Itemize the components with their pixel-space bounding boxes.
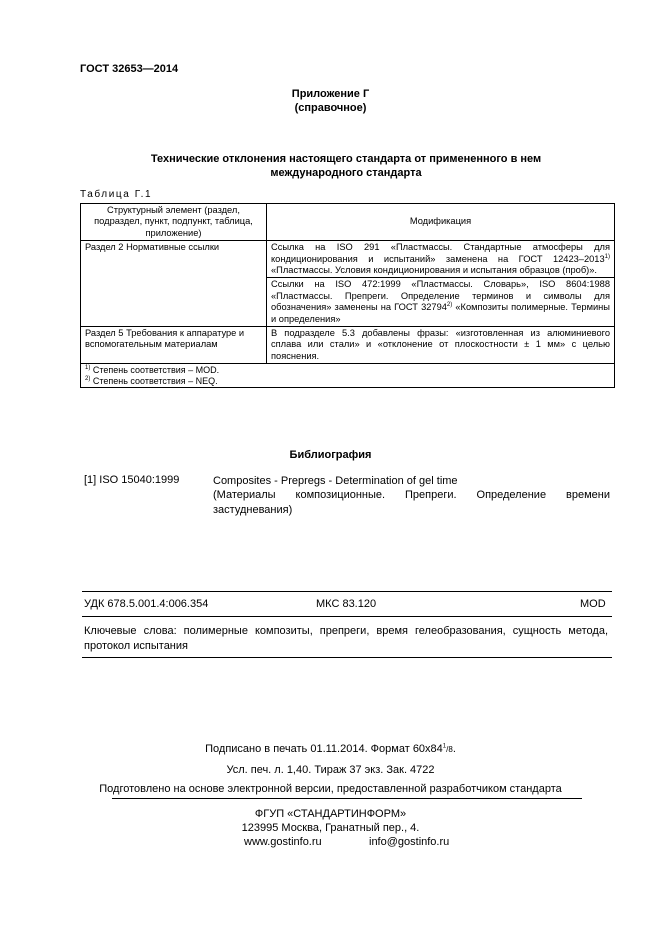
row-modification: В подразделе 5.3 добавлены фразы: «изготовленная из алюминиевого сплава или стали» и «отклонение от плоскостности ± 1 мм» с целью пояснения. (267, 327, 615, 364)
signed-text: Подписано в печать 01.11.2014. Формат 60x84 (205, 743, 443, 755)
section-title (80, 152, 612, 180)
bibliography-title: Библиография (289, 449, 372, 461)
bibliography-title-en: Composites - Prepregs - Determination of gel time (213, 475, 458, 487)
table-row (81, 327, 615, 364)
bibliography-entry-number: [1] ISO 15040:1999 (84, 474, 180, 486)
section-title-line-2: международного стандарта (270, 167, 422, 179)
standard-number: ГОСТ 32653—2014 (80, 63, 179, 75)
signed-to-print (0, 743, 661, 755)
modification-text: Ссылки на ISO 472:1999 «Пластмассы. Словарь», ISO 8604:1988 «Пластмассы. Препреги. Определение терминов и символы для обозначения» заменены на ГОСТ 32794 (271, 279, 610, 313)
footnote-ref: 1) (604, 253, 610, 260)
footnote-text: Степень соответствия – NEQ. (90, 375, 218, 386)
modification-text-cont: «Пластмассы. Условия кондиционирования и испытания образцов (проб)». (271, 265, 597, 276)
footer-rule-middle (82, 616, 612, 617)
publisher-address: 123995 Москва, Гранатный пер., 4. (241, 822, 420, 834)
table-label: Таблица Г.1 (80, 189, 153, 200)
mks-code: МКС 83.120 (316, 598, 377, 610)
col-header-element: Структурный элемент (раздел, подраздел, пункт, подпункт, таблица, приложение) (81, 204, 267, 241)
table-header-row (81, 204, 615, 241)
format-numerator: 1 (442, 743, 447, 750)
bibliography-entry-text (213, 474, 610, 517)
footer-rule-bottom (82, 657, 612, 658)
row-element: Раздел 5 Требования к аппаратуре и вспомогательным материалам (81, 327, 267, 364)
footnote-ref: 2) (446, 302, 453, 309)
prepared-note: Подготовлено на основе электронной версии, предоставленной разработчиком стандарта (99, 783, 562, 795)
website-link[interactable]: www.gostinfo.ru (244, 836, 322, 848)
publisher-name: ФГУП «СТАНДАРТИНФОРМ» (254, 808, 407, 820)
modification-text-cont: «Композиты полимерные. Термины и определения» (271, 302, 610, 324)
table-footnotes-row (81, 364, 615, 388)
imprint-rule (112, 798, 582, 799)
col-header-modification: Модификация (267, 204, 615, 241)
footnote-mark: 1) (85, 365, 91, 372)
appendix-heading (0, 87, 661, 115)
appendix-title: Приложение Г (291, 88, 370, 100)
table-row (81, 241, 615, 278)
email-link[interactable]: info@gostinfo.ru (369, 836, 450, 848)
table-footnotes (81, 364, 615, 388)
row-modification (267, 278, 615, 327)
row-element: Раздел 2 Нормативные ссылки (81, 241, 267, 327)
conformity-degree: MOD (580, 598, 606, 610)
keywords: Ключевые слова: полимерные композиты, препреги, время гелеобразования, сущность метода, протокол испытания (84, 625, 608, 652)
footnote (85, 365, 610, 376)
udk-code: УДК 678.5.001.4:006.354 (84, 598, 209, 610)
bibliography-title-ru: (Материалы композиционные. Препреги. Определение времени застудневания) (213, 489, 610, 516)
footnote (85, 376, 610, 387)
footer-rule-top (82, 591, 612, 592)
footnote-mark: 2) (85, 375, 91, 382)
appendix-subtitle: (справочное) (294, 102, 367, 114)
modification-text: Ссылка на ISO 291 «Пластмассы. Стандартные атмосферы для кондиционирования и испытаний» заменена на ГОСТ 12423–2013 (271, 242, 610, 264)
section-title-line-1: Технические отклонения настоящего стандарта от примененного в нем (150, 153, 542, 165)
deviations-table (80, 203, 615, 388)
print-sheets: Усл. печ. л. 1,40. Тираж 37 экз. Зак. 4722 (226, 764, 435, 776)
format-end: . (452, 743, 456, 755)
format-denominator: /8 (446, 745, 453, 754)
footnote-text: Степень соответствия – MOD. (90, 365, 220, 376)
row-modification (267, 241, 615, 278)
